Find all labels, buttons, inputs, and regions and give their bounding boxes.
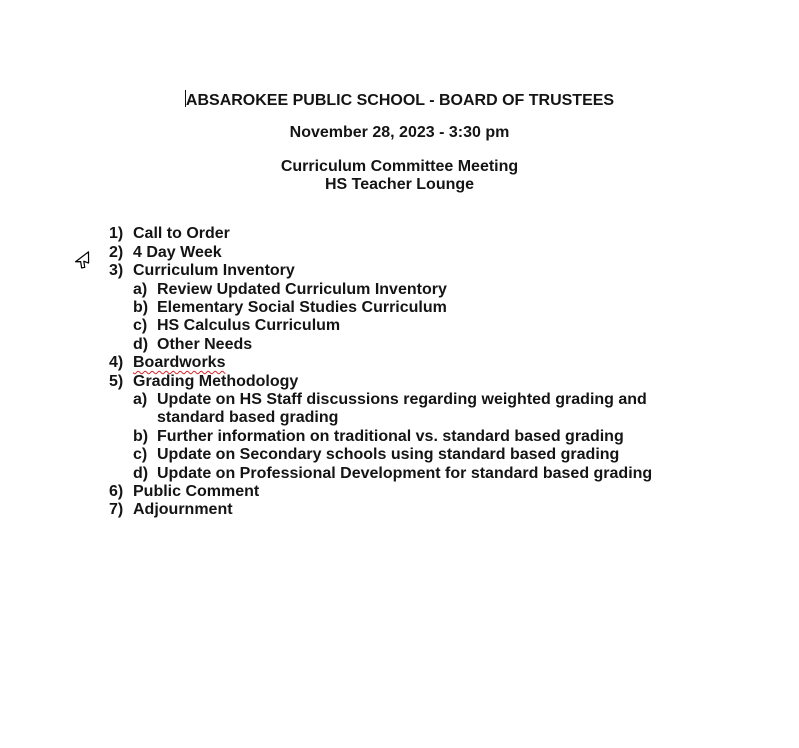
agenda-item-number: 3)	[109, 262, 124, 279]
agenda-subitem-letter: c)	[133, 317, 148, 334]
agenda-subitem-text: Further information on traditional vs. standard based grading	[157, 428, 624, 445]
agenda-subitem-letter: b)	[133, 428, 149, 445]
agenda-subitem-text: Elementary Social Studies Curriculum	[157, 299, 447, 316]
agenda-subitem-text: standard based grading	[157, 409, 339, 426]
mouse-pointer-icon	[74, 249, 94, 273]
agenda-subitem-text: Update on HS Staff discussions regarding weighted grading and	[157, 391, 647, 408]
agenda-subitem-letter: c)	[133, 446, 148, 463]
meeting-name: Curriculum Committee Meeting	[280, 158, 519, 175]
document-title	[0, 90, 799, 110]
agenda-subitem-text: HS Calculus Curriculum	[157, 317, 341, 334]
agenda-subitem-text: Other Needs	[157, 336, 253, 353]
agenda-item-text: Adjournment	[133, 501, 233, 518]
agenda-subitem-letter: d)	[133, 336, 149, 353]
meeting-date: November 28, 2023 - 3:30 pm	[289, 124, 510, 141]
agenda-item-number: 7)	[109, 501, 124, 518]
agenda-item-text: Public Comment	[133, 483, 260, 500]
document-title-text: ABSAROKEE PUBLIC SCHOOL - BOARD OF TRUSTEES	[185, 92, 615, 109]
agenda-item-number: 1)	[109, 225, 124, 242]
agenda-item-number: 4)	[109, 354, 124, 371]
agenda-item-text: Curriculum Inventory	[133, 262, 295, 279]
agenda-subitem-letter: d)	[133, 465, 149, 482]
agenda-subitem-letter: a)	[133, 391, 148, 408]
agenda-subitem-text: Update on Secondary schools using standard based grading	[157, 446, 620, 463]
agenda-subitem-text: Update on Professional Development for standard based grading	[157, 465, 653, 482]
agenda-item-number: 6)	[109, 483, 124, 500]
agenda-item-number: 5)	[109, 373, 124, 390]
agenda-subitem-letter: b)	[133, 299, 149, 316]
meeting-location: HS Teacher Lounge	[324, 176, 475, 193]
agenda-item-text: Call to Order	[133, 225, 230, 242]
agenda-item-text-spellcheck[interactable]: Boardworks	[133, 354, 226, 371]
agenda-item-number: 2)	[109, 244, 124, 261]
agenda-subitem-letter: a)	[133, 281, 148, 298]
agenda-item-text: 4 Day Week	[133, 244, 222, 261]
agenda-item-text: Grading Methodology	[133, 373, 299, 390]
agenda-subitem-text: Review Updated Curriculum Inventory	[157, 281, 447, 298]
